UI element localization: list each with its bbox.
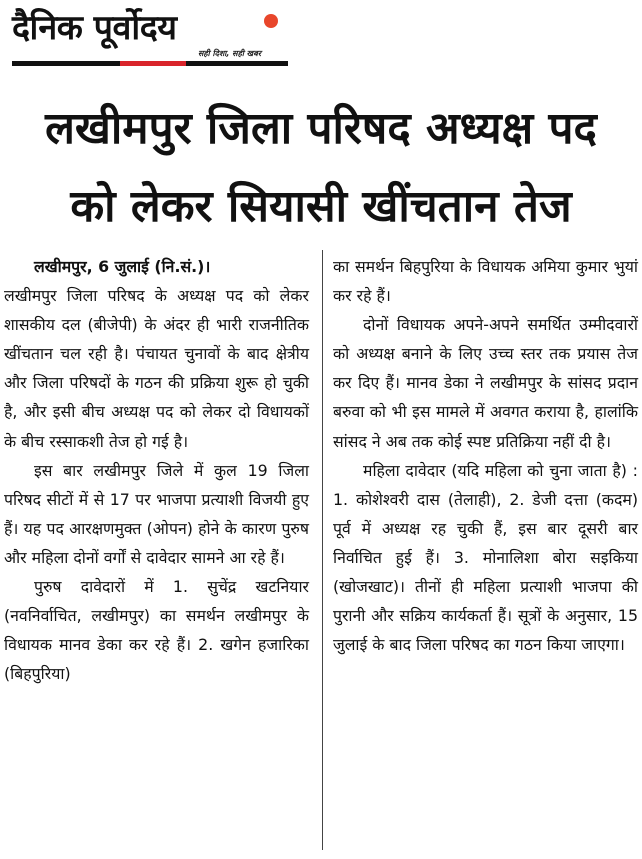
column-divider	[322, 250, 323, 850]
article-column-right	[333, 252, 638, 659]
logo-dot-icon	[264, 14, 278, 28]
article-paragraph-3: पुरुष दावेदारों में 1. सुचेंद्र खटनियार (नवनिर्वाचित, लखीमपुर) का समर्थन लखीमपुर के विधायक मानव डेका कर रहे हैं। 2. खगेन हजारिका (बिहपुरिया)	[4, 577, 309, 684]
article-paragraph-3-continued: का समर्थन बिहपुरिया के विधायक अमिया कुमार भुयां कर रहे हैं।	[333, 257, 638, 306]
masthead-red-accent	[120, 61, 186, 66]
newspaper-logo: दैनिक पूर्वोदय	[12, 8, 177, 48]
article-paragraph-2: इस बार लखीमपुर जिले में कुल 19 जिला परिषद सीटों में से 17 पर भाजपा प्रत्याशी विजयी हुए हैं। यह पद आरक्षणमुक्त (ओपन) होने के कारण पुरुष और महिला दोनों वर्गों से दावेदार सामने आ रहे हैं।	[4, 460, 309, 567]
article-dateline: लखीमपुर, 6 जुलाई (नि.सं.)।	[34, 257, 211, 276]
article-paragraph-5: महिला दावेदार (यदि महिला को चुना जाता है) : 1. कोशेश्वरी दास (तेलाही), 2. डेजी दत्ता (कदम) पूर्व में अध्यक्ष रह चुकी हैं, इस बार दूसरी बार निर्वाचित हुई हैं। 3. मोनालिशा बोरा सइकिया (खोजखाट)। तीनों ही महिला प्रत्याशी भाजपा की पुरानी और सक्रिय कार्यकर्ता हैं। सूत्रों के अनुसार, 15 जुलाई के बाद जिला परिषद का गठन किया जाएगा।	[333, 460, 638, 655]
masthead-tagline: सही दिशा, सही खबर	[198, 49, 262, 58]
article-paragraph-4: दोनों विधायक अपने-अपने समर्थित उम्मीदवारों को अध्यक्ष बनाने के लिए उच्च स्तर तक प्रयास तेज कर दिए हैं। मानव डेका ने लखीमपुर के सांसद प्रदान बरुवा को भी इस मामले में अवगत कराया है, हालांकि सांसद ने अब तक कोई स्पष्ट प्रतिक्रिया नहीं दी है।	[333, 315, 638, 451]
headline-line-1: लखीमपुर जिला परिषद अध्यक्ष पद	[45, 103, 597, 154]
masthead	[12, 6, 288, 72]
headline-line-2: को लेकर सियासी खींचतान तेज	[70, 181, 572, 232]
article-column-left	[4, 252, 309, 688]
article-paragraph-1: लखीमपुर जिला परिषद के अध्यक्ष पद को लेकर शासकीय दल (बीजेपी) के अंदर ही भारी राजनीतिक खींचतान चल रही है। पंचायत चुनावों के बाद क्षेत्रीय और जिला परिषदों के गठन की प्रक्रिया शुरू हो चुकी है, और इसी बीच अध्यक्ष पद को लेकर दो विधायकों के बीच रस्साकशी तेज हो गई है।	[4, 286, 309, 451]
article-headline	[0, 90, 642, 246]
